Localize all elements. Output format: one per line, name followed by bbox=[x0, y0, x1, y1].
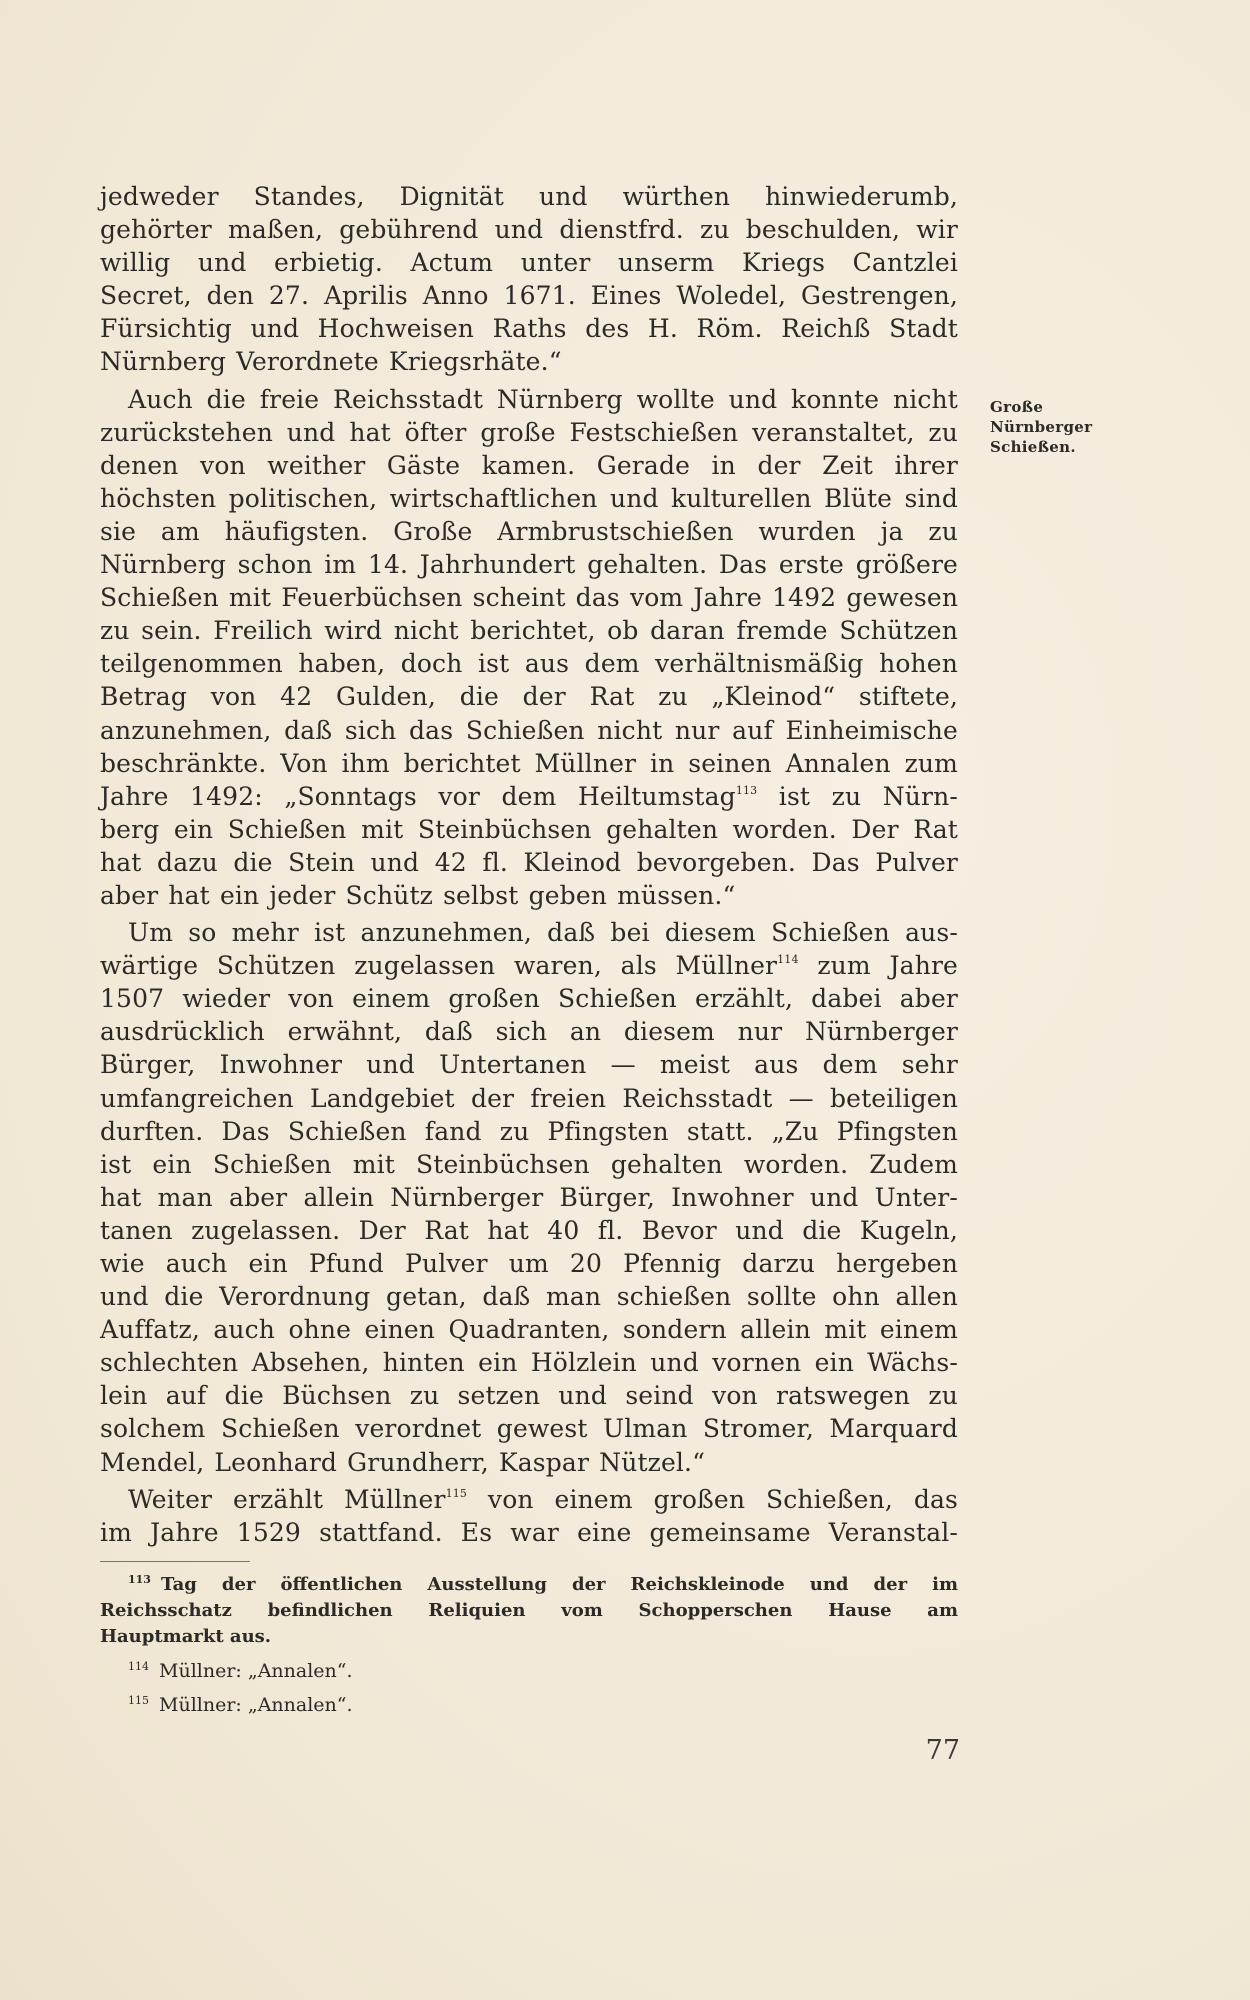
text-line: hat man aber allein Nürnberger Bürger, Inwohner und Unter- bbox=[100, 1182, 958, 1212]
text-line: 1507 wieder von einem großen Schießen erzählt, dabei aber bbox=[100, 984, 958, 1014]
margin-note bbox=[990, 397, 1120, 457]
text-line: Nürnberg Verordnete Kriegsrhäte.“ bbox=[100, 347, 562, 377]
footnote-line bbox=[128, 1694, 353, 1716]
text-line: gehörter maßen, gebührend und dienstfrd. zu beschulden, wir bbox=[100, 215, 958, 245]
paragraph bbox=[100, 383, 958, 913]
footnote-line bbox=[100, 1572, 958, 1598]
margin-note-line: Große bbox=[990, 398, 1044, 416]
footnote-text: Müllner: „Annalen“. bbox=[159, 1694, 353, 1716]
text-line: umfangreichen Landgebiet der freien Reichsstadt — beteiligen bbox=[100, 1083, 958, 1113]
text-line: denen von weither Gäste kamen. Gerade in der Zeit ihrer bbox=[100, 450, 958, 480]
text-line: und die Verordnung getan, daß man schießen sollte ohn allen bbox=[100, 1282, 958, 1312]
text-line: höchsten politischen, wirtschaftlichen und kulturellen Blüte sind bbox=[100, 483, 958, 513]
paragraph bbox=[100, 916, 958, 1479]
text-line: tanen zugelassen. Der Rat hat 40 fl. Bevor und die Kugeln, bbox=[100, 1215, 958, 1245]
footnote-reference: 115 bbox=[445, 1486, 468, 1500]
footnote-113 bbox=[100, 1572, 958, 1650]
footnotes bbox=[100, 1572, 958, 1718]
margin-note-line: Nürnberger bbox=[990, 418, 1093, 436]
footnote-text: Tag der öffentlichen Ausstellung der Reichskleinode und der im bbox=[160, 1574, 958, 1595]
text-line: berg ein Schießen mit Steinbüchsen gehalten worden. Der Rat bbox=[100, 814, 958, 844]
text-line: zurückstehen und hat öfter große Festschießen veranstaltet, zu bbox=[100, 417, 958, 447]
footnote-115 bbox=[100, 1692, 958, 1718]
text-line: Fürsichtig und Hochweisen Raths des H. Röm. Reichß Stadt bbox=[100, 314, 958, 344]
text-line: schlechten Absehen, hinten ein Hölzlein und vornen ein Wächs- bbox=[100, 1348, 958, 1378]
text-line: Schießen mit Feuerbüchsen scheint das vom Jahre 1492 gewesen bbox=[100, 583, 959, 613]
text-line: lein auf die Büchsen zu setzen und seind von ratswegen zu bbox=[100, 1381, 958, 1411]
text-line: Bürger, Inwohner und Untertanen — meist aus dem sehr bbox=[100, 1050, 958, 1080]
text-line: ist ein Schießen mit Steinbüchsen gehalten worden. Zudem bbox=[100, 1149, 958, 1179]
footnote-number: 115 bbox=[128, 1694, 149, 1707]
paragraph bbox=[100, 180, 958, 379]
text-line: Weiter erzählt Müllner$^{115}$ von einem großen Schießen, das bbox=[128, 1484, 959, 1514]
text-line: beschränkte. Von ihm berichtet Müllner in seinen Annalen zum bbox=[100, 748, 958, 778]
text-line: teilgenommen haben, doch ist aus dem verhältnismäßig hohen bbox=[100, 649, 958, 679]
text-line: wie auch ein Pfund Pulver um 20 Pfennig darzu hergeben bbox=[100, 1249, 958, 1278]
text-line: aber hat ein jeder Schütz selbst geben müssen.“ bbox=[100, 880, 736, 910]
text-line: zu sein. Freilich wird nicht berichtet, ob daran fremde Schützen bbox=[100, 616, 958, 646]
footnote-divider bbox=[100, 1561, 250, 1562]
text-line: anzunehmen, daß sich das Schießen nicht nur auf Einheimische bbox=[100, 715, 958, 745]
paragraph bbox=[100, 1483, 958, 1549]
text-line: hat dazu die Stein und 42 fl. Kleinod bevorgeben. Das Pulver bbox=[100, 847, 958, 877]
text-line: willig und erbietig. Actum unter unserm Kriegs Cantzlei bbox=[100, 248, 958, 278]
text-line: wärtige Schützen zugelassen waren, als Müllner$^{114}$ zum Jahre bbox=[100, 951, 958, 981]
footnote-number: 114 bbox=[128, 1660, 149, 1673]
page-number: 77 bbox=[925, 1735, 960, 1766]
footnote-114 bbox=[100, 1658, 958, 1684]
footnote-reference: 113 bbox=[735, 783, 758, 797]
text-line: Nürnberg schon im 14. Jahrhundert gehalten. Das erste größere bbox=[100, 550, 958, 580]
text-line: Mendel, Leonhard Grundherr, Kaspar Nützel.“ bbox=[100, 1447, 706, 1477]
footnote-text: Müllner: „Annalen“. bbox=[159, 1660, 353, 1682]
text-line: jedweder Standes, Dignität und würthen hinwiederumb, bbox=[100, 182, 958, 211]
footnote-line: Hauptmarkt aus. bbox=[100, 1626, 272, 1647]
text-line: ausdrücklich erwähnt, daß sich an diesem nur Nürnberger bbox=[100, 1017, 958, 1047]
text-line: sie am häufigsten. Große Armbrustschießen wurden ja zu bbox=[100, 516, 958, 546]
text-line: im Jahre 1529 stattfand. Es war eine gemeinsame Veranstal- bbox=[100, 1517, 958, 1547]
text-line: Jahre 1492: „Sonntags vor dem Heiltumstag$^{113}$ ist zu Nürn- bbox=[100, 781, 958, 811]
footnote-reference: 114 bbox=[777, 953, 799, 967]
footnote-line: Reichsschatz befindlichen Reliquien vom Schopperschen Hause am bbox=[100, 1600, 958, 1621]
text-line: Um so mehr ist anzunehmen, daß bei diesem Schießen aus- bbox=[128, 918, 958, 948]
text-line: Auch die freie Reichsstadt Nürnberg wollte und konnte nicht bbox=[128, 384, 958, 414]
footnote-number: 113 bbox=[128, 1573, 151, 1586]
margin-note-line: Schießen. bbox=[990, 438, 1076, 456]
text-line: durften. Das Schießen fand zu Pfingsten statt. „Zu Pfingsten bbox=[100, 1116, 958, 1146]
text-line: solchem Schießen verordnet gewest Ulman Stromer, Marquard bbox=[100, 1414, 958, 1444]
main-text bbox=[100, 180, 958, 1549]
footnote-line bbox=[128, 1660, 353, 1682]
text-line: Betrag von 42 Gulden, die der Rat zu „Kleinod“ stiftete, bbox=[100, 682, 958, 712]
text-line: Auffatz, auch ohne einen Quadranten, sondern allein mit einem bbox=[100, 1315, 958, 1345]
text-line: Secret, den 27. Aprilis Anno 1671. Eines Woledel, Gestrengen, bbox=[100, 281, 958, 311]
